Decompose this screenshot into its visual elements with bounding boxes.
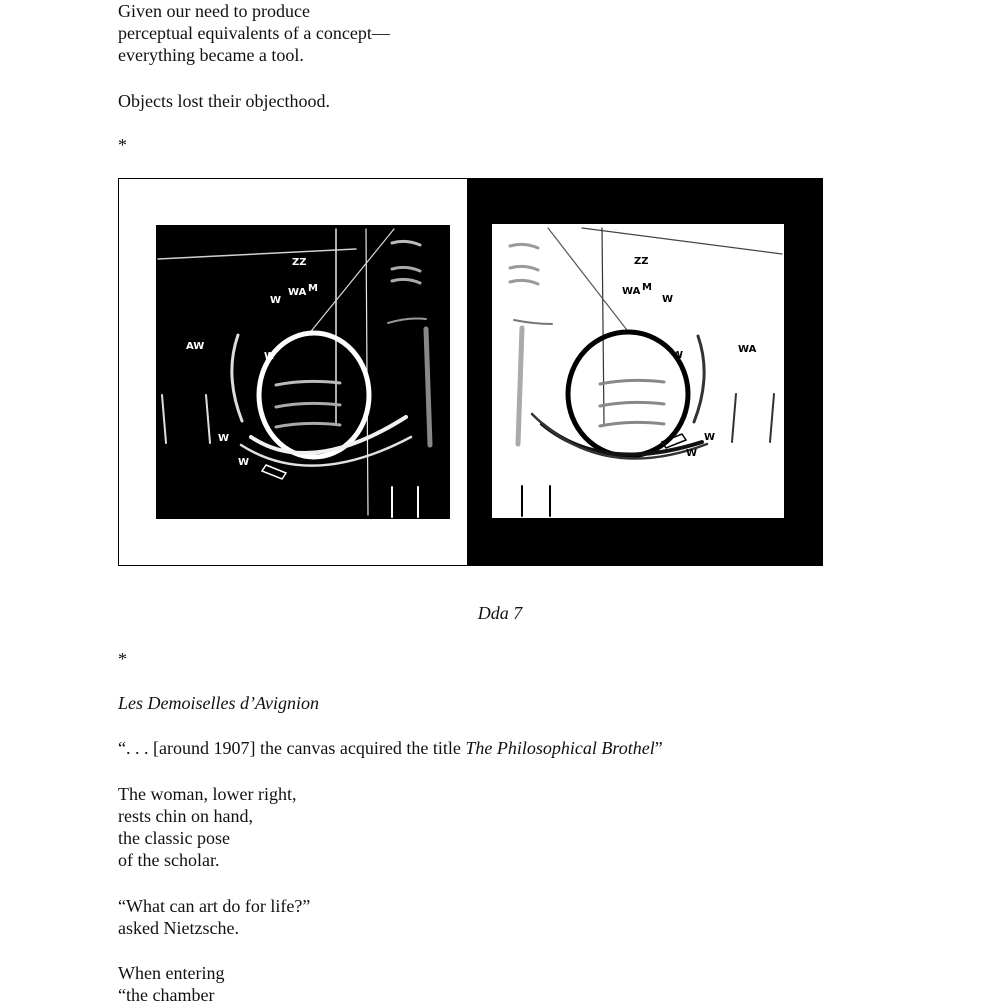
section-separator: * [118,649,127,669]
poem-line: perceptual equivalents of a concept— [118,23,390,43]
quote-prefix: “. . . [around 1907] the canvas acquired the title [118,738,466,758]
svg-text:M: M [308,283,318,294]
poem-line: of the scholar. [118,850,220,870]
photogram-negative [156,225,450,519]
figure-dda-7 [118,178,823,566]
section-title: Les Demoiselles d’Avignion [118,693,319,713]
svg-text:ZZ: ZZ [634,256,649,267]
photogram-positive [492,224,784,518]
svg-text:W: W [686,448,698,459]
poem-line: the classic pose [118,828,230,848]
quote-title: The Philosophical Brothel [465,738,655,758]
figure-left-panel [118,178,468,566]
svg-text:WA: WA [738,344,757,355]
quote-suffix: ” [654,738,663,758]
quote [118,737,663,759]
svg-text:M: M [642,282,652,293]
svg-text:WA: WA [622,286,641,297]
svg-text:W: W [218,433,230,444]
svg-text:W: W [238,457,250,468]
svg-text:W: W [264,351,276,362]
svg-text:ZZ: ZZ [292,257,307,268]
svg-text:W: W [662,294,674,305]
poem-line: “the chamber [118,985,215,1005]
figure-right-panel [468,178,823,566]
poem-line: The woman, lower right, [118,784,297,804]
poem-line: Objects lost their objecthood. [118,91,330,111]
section-separator: * [118,135,127,155]
svg-text:AW: AW [186,341,205,352]
svg-text:W: W [270,295,282,306]
poem-line: “What can art do for life?” [118,896,311,916]
svg-text:WA: WA [288,287,307,298]
poem-line: rests chin on hand, [118,806,253,826]
svg-text:W: W [672,350,684,361]
poem-line: Given our need to produce [118,1,310,21]
poem-line: asked Nietzsche. [118,918,239,938]
poem-line: When entering [118,963,225,983]
figure-caption: Dda 7 [477,603,523,623]
svg-text:W: W [704,432,716,443]
poem-line: everything became a tool. [118,45,304,65]
